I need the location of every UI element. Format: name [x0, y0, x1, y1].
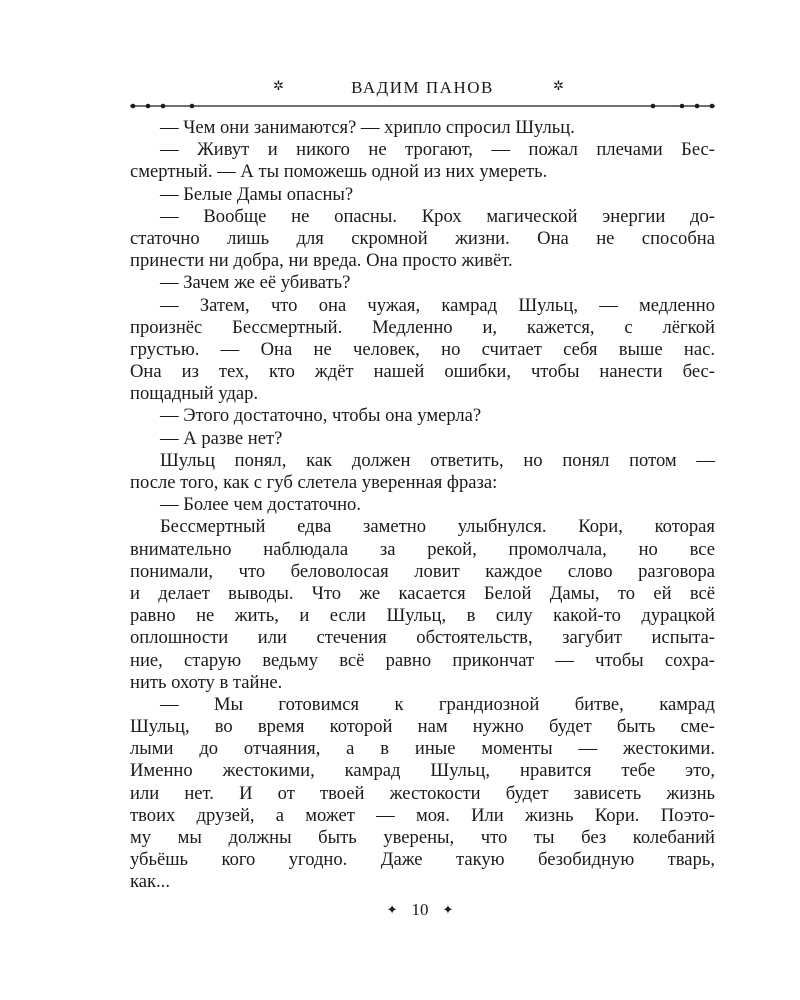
text-line: и делает выводы. Что же касается Белой Дамы, то ей всё: [130, 582, 715, 604]
text-line: или нет. И от твоей жестокости будет зависеть жизнь: [130, 782, 715, 804]
page-number: 10: [411, 900, 429, 919]
text-line: статочно лишь для скромной жизни. Она не способна: [130, 227, 715, 249]
text-line: лыми до отчаяния, а в иные моменты — жестокими.: [130, 738, 715, 760]
text-line: Шульц понял, как должен ответить, но понял потом —: [160, 449, 715, 471]
text-line: убьёшь кого угодно. Даже такую безобидную тварь,: [130, 849, 715, 871]
text-line: грустью. — Она не человек, но считает себя выше нас.: [130, 338, 715, 360]
text-line: Она из тех, кто ждёт нашей ошибки, чтобы нанести бес-: [130, 361, 715, 383]
text-line: — Этого достаточно, чтобы она умерла?: [160, 405, 482, 427]
text-line: — Затем, что она чужая, камрад Шульц, — медленно: [160, 294, 715, 316]
text-line: понимали, что беловолосая ловит каждое слово разговора: [130, 560, 715, 582]
text-line: смертный. — А ты поможешь одной из них умереть.: [130, 161, 548, 183]
text-line: пощадный удар.: [130, 383, 259, 405]
text-line: внимательно наблюдала за рекой, промолчала, но все: [130, 538, 715, 560]
text-line: оплошности или стечения обстоятельств, загубит испыта-: [130, 627, 715, 649]
text-line: равно не жить, и если Шульц, в силу какой-то дурацкой: [130, 605, 715, 627]
text-line: Бессмертный едва заметно улыбнулся. Кори, которая: [160, 516, 715, 538]
author-name: ВАДИМ ПАНОВ: [351, 78, 494, 97]
decorative-rule: [130, 103, 715, 109]
star-ornament-icon: ✦: [442, 902, 454, 917]
flower-ornament-icon: ✲: [273, 78, 284, 93]
text-line: произнёс Бессмертный. Медленно и, кажется, с лёгкой: [130, 316, 715, 338]
text-line: нить охоту в тайне.: [130, 671, 283, 693]
running-header: [130, 76, 715, 116]
text-line: — Белые Дамы опасны?: [160, 183, 354, 205]
text-line: — Живут и никого не трогают, — пожал плечами Бес-: [160, 139, 715, 161]
text-line: — Мы готовимся к грандиозной битве, камрад: [160, 693, 715, 715]
text-line: принести ни добра, ни вреда. Она просто живёт.: [130, 250, 513, 272]
text-line: после того, как с губ слетела уверенная фраза:: [130, 472, 498, 493]
text-line: — Более чем достаточно.: [160, 494, 361, 516]
text-line: Шульц, во время которой нам нужно будет быть сме-: [130, 716, 715, 738]
text-line: твоих друзей, а может — моя. Или жизнь Кори. Поэто-: [130, 804, 715, 826]
page-footer: [360, 900, 480, 920]
star-ornament-icon: ✦: [386, 902, 398, 917]
text-line: — Вообще не опасны. Крох магической энергии до-: [160, 205, 715, 227]
text-line: — А разве нет?: [160, 427, 283, 449]
text-line: Именно жестокими, камрад Шульц, нравится тебе это,: [130, 760, 715, 782]
text-line: — Чем они занимаются? — хрипло спросил Шульц.: [160, 117, 575, 138]
flower-ornament-icon: ✲: [553, 78, 564, 93]
text-line: му мы должны быть уверены, что ты без колебаний: [130, 827, 715, 848]
text-line: ние, старую ведьму всё равно прикончат — чтобы сохра-: [130, 649, 715, 671]
page-body-text: [130, 117, 715, 894]
text-line: — Зачем же её убивать?: [160, 272, 351, 294]
text-line: как...: [130, 871, 170, 893]
